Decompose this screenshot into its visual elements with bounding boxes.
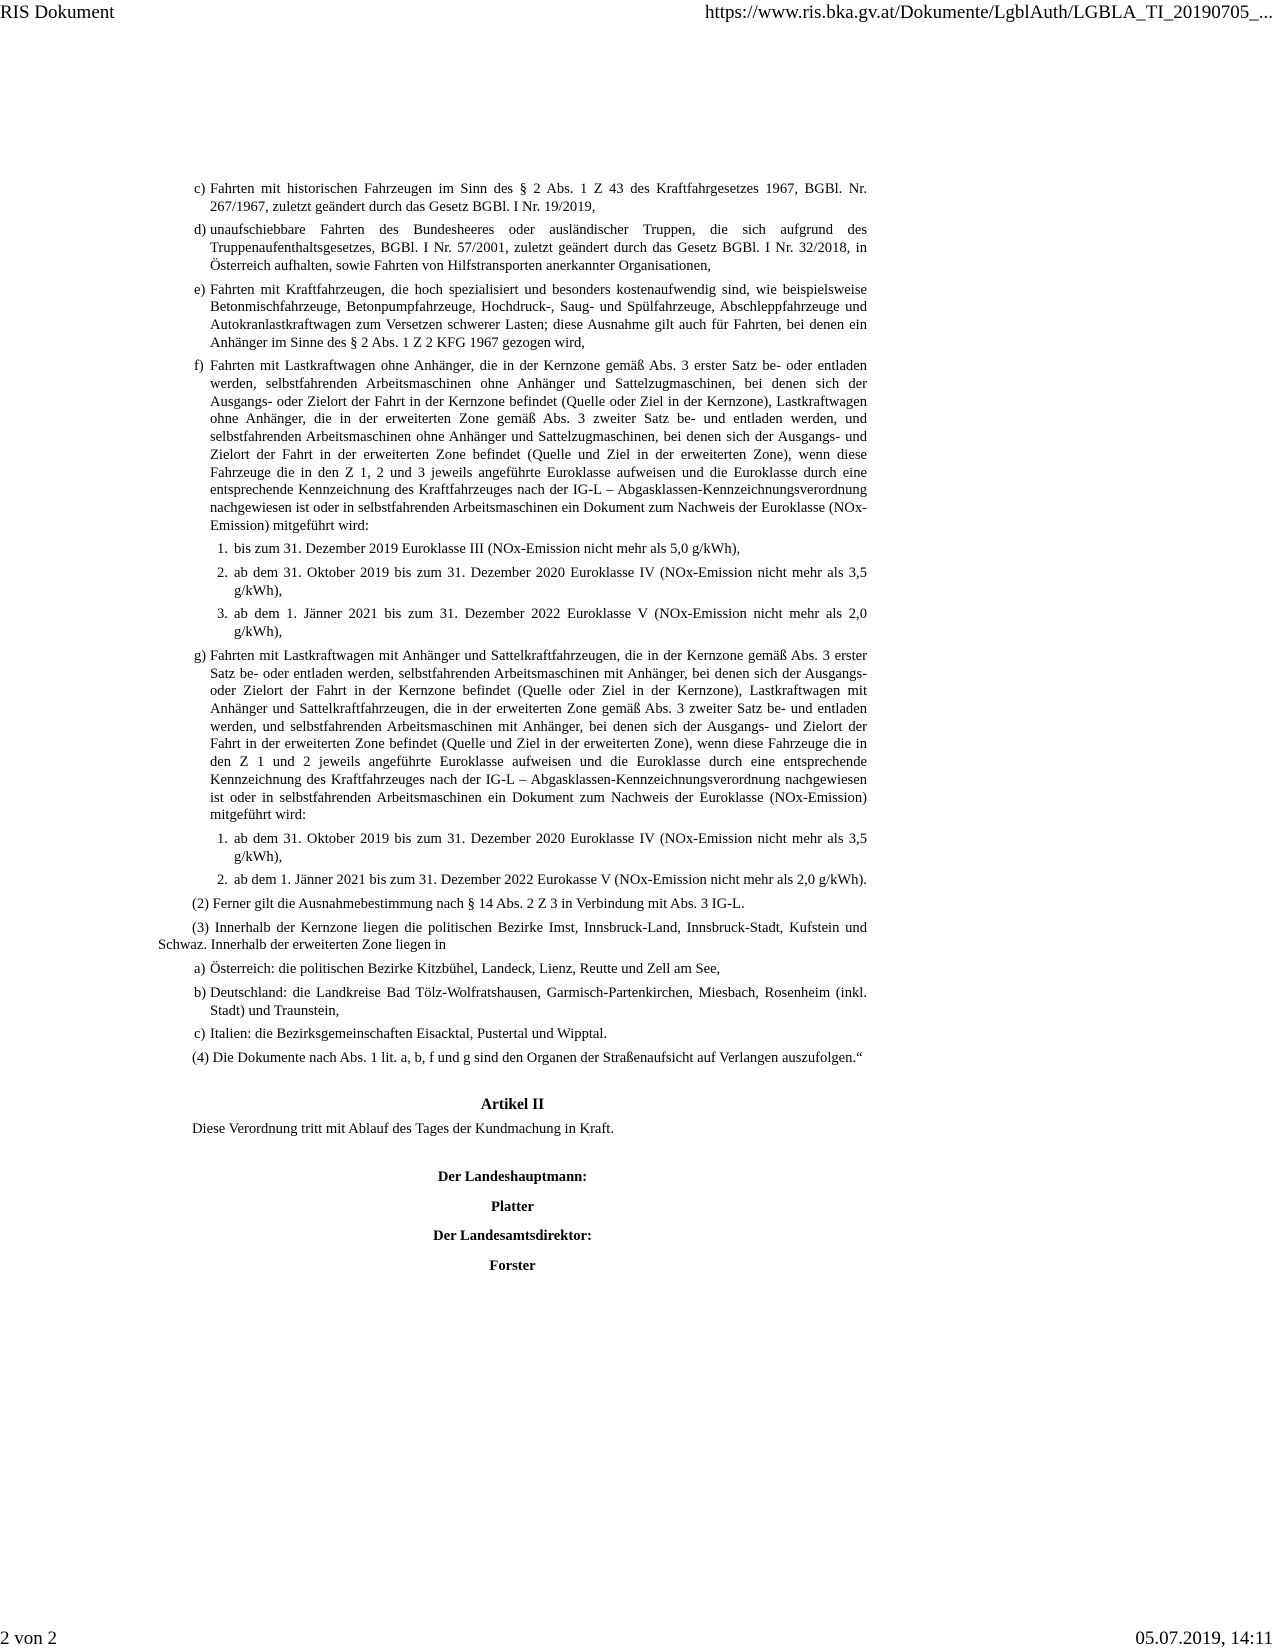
page-header-url: https://www.ris.bka.gv.at/Dokumente/LgblAuth/LGBLA_TI_20190705_... (704, 2, 1273, 23)
page-footer-datetime: 05.07.2019, 14:11 (1135, 1628, 1273, 1649)
sublist-item-f3 (158, 606, 867, 641)
sub-label: 1. (217, 541, 228, 558)
page-header-title: RIS Dokument (0, 2, 115, 23)
paragraph-4: (4) Die Dokumente nach Abs. 1 lit. a, b, f und g sind den Organen der Straßenaufsicht auf Verlangen auszufolgen.“ (192, 1049, 863, 1066)
item-text: Fahrten mit historischen Fahrzeugen im Sinn des § 2 Abs. 1 Z 43 des Kraftfahrgesetzes 1967, BGBl. Nr. 267/1967, zuletzt geändert durch das Gesetz BGBl. I Nr. 19/2019, (210, 181, 867, 215)
sub-text: bis zum 31. Dezember 2019 Euroklasse III (NOx-Emission nicht mehr als 5,0 g/kWh), (234, 541, 741, 558)
item-label: f) (194, 358, 204, 375)
item-text: Österreich: die politischen Bezirke Kitzbühel, Landeck, Lienz, Reutte und Zell am See, (210, 961, 721, 978)
signature-name-governor: Platter (491, 1198, 534, 1215)
sub-text: ab dem 31. Oktober 2019 bis zum 31. Dezember 2020 Euroklasse IV (NOx-Emission nicht mehr als 3,5 g/kWh), (234, 830, 867, 865)
signature-name-director: Forster (489, 1258, 536, 1275)
sublist-item-g1 (158, 831, 867, 866)
zone-item-c (158, 1026, 867, 1044)
article-heading: Artikel II (480, 1095, 545, 1113)
item-label: c) (194, 181, 206, 197)
list-item-e (158, 282, 867, 353)
item-label: e) (194, 281, 206, 298)
sublist-item-g2 (158, 872, 867, 890)
document-body (158, 181, 867, 1276)
signature-role-governor: Der Landeshauptmann: (437, 1169, 588, 1186)
item-text: Fahrten mit Lastkraftwagen mit Anhänger und Sattelkraftfahrzeugen, die in der Kernzone gemäß Abs. 3 erster Satz be- oder entladen werden, selbstfahrenden Arbeitsmaschinen mit Anhänger, bei denen sich der Ausgangs- oder Zielort der Fahrt in der Kernzone befindet (Quelle oder Ziel in der Kernzone), Lastkraftwagen mit Anhänger und Sattelkraftfahrzeugen, die in der erweiterten Zone gemäß Abs. 3 zweiter Satz be- und entladen werden, und selbstfahrenden Arbeitsmaschinen mit Anhänger, bei denen sich der Ausgangs- und Zielort der Fahrt in der erweiterten Zone befindet (Quelle und Ziel in der erweiterten Zone), wenn diese Fahrzeuge die in den Z 1 und 2 jeweils angeführte Euroklasse aufweisen und die Euroklasse durch eine entsprechende Kennzeichnung des Kraftfahrzeuges nach der IG-L – Abgasklassen-Kennzeichnungsverordnung nachgewiesen ist oder in selbstfahrenden Arbeitsmaschinen ein Dokument zum Nachweis der Euroklasse (NOx-Emission) mitgeführt wird: (210, 647, 867, 824)
paragraph-2: (2) Ferner gilt die Ausnahmebestimmung nach § 14 Abs. 2 Z 3 in Verbindung mit Abs. 3 IG-L. (192, 896, 745, 913)
sub-text: ab dem 31. Oktober 2019 bis zum 31. Dezember 2020 Euroklasse IV (NOx-Emission nicht mehr als 3,5 g/kWh), (234, 565, 867, 599)
item-label: c) (194, 1026, 206, 1043)
item-label: a) (194, 961, 206, 978)
sublist-item-f1 (158, 541, 867, 559)
item-text: Deutschland: die Landkreise Bad Tölz-Wolfratshausen, Garmisch-Partenkirchen, Miesbach, Rosenheim (inkl. Stadt) und Traunstein, (210, 984, 867, 1019)
sub-label: 2. (217, 565, 228, 582)
list-item-c (158, 181, 867, 216)
sub-label: 2. (217, 872, 228, 889)
signature-role-director: Der Landesamtsdirektor: (433, 1228, 592, 1245)
article-text: Diese Verordnung tritt mit Ablauf des Tages der Kundmachung in Kraft. (192, 1121, 614, 1138)
zone-item-a (158, 961, 867, 979)
item-text: Italien: die Bezirksgemeinschaften Eisacktal, Pustertal und Wipptal. (210, 1026, 608, 1043)
sub-label: 1. (217, 830, 228, 847)
item-label: g) (194, 647, 207, 664)
item-label: d) (194, 222, 207, 239)
item-text: unaufschiebbare Fahrten des Bundesheeres oder ausländischer Truppen, die sich aufgrund des Truppenaufenthaltsgesetzes, BGBl. I Nr. 57/2001, zuletzt geändert durch das Gesetz BGBl. I Nr. 32/2018, in Österreich aufhalten, sowie Fahrten von Hilfstransporten anerkannter Organisationen, (210, 222, 867, 274)
item-text: Fahrten mit Lastkraftwagen ohne Anhänger, die in der Kernzone gemäß Abs. 3 erster Satz be- oder entladen werden, selbstfahrenden Arbeitsmaschinen ohne Anhänger und Sattelzugmaschinen, bei denen sich der Ausgangs- oder Zielort der Fahrt in der Kernzone befindet (Quelle oder Ziel in der Kernzone), Lastkraftwagen ohne Anhänger, die in der erweiterten Zone gemäß Abs. 3 zweiter Satz be- und entladen werden, und selbstfahrenden Arbeitsmaschinen ohne Anhänger und Sattelzugmaschinen, bei denen sich der Ausgangs- und Zielort der Fahrt in der erweiterten Zone befindet (Quelle und Ziel in der erweiterten Zone), wenn diese Fahrzeuge die in den Z 1, 2 und 3 jeweils angeführte Euroklasse aufweisen und die Euroklasse durch eine entsprechende Kennzeichnung des Kraftfahrzeuges nach der IG-L – Abgasklassen-Kennzeichnungsverordnung nachgewiesen ist oder in selbstfahrenden Arbeitsmaschinen ein Dokument zum Nachweis der Euroklasse (NOx-Emission) mitgeführt wird: (210, 358, 867, 534)
sublist-item-f2 (158, 565, 867, 600)
item-label: b) (194, 984, 207, 1001)
sub-text: ab dem 1. Jänner 2021 bis zum 31. Dezember 2022 Eurokasse V (NOx-Emission nicht mehr als 2,0 g/kWh). (234, 872, 867, 889)
sub-text: ab dem 1. Jänner 2021 bis zum 31. Dezember 2022 Euroklasse V (NOx-Emission nicht mehr als 2,0 g/kWh), (234, 606, 867, 641)
sub-label: 3. (217, 606, 228, 623)
paragraph-3: (3) Innerhalb der Kernzone liegen die politischen Bezirke Imst, Innsbruck-Land, Innsbruck-Stadt, Kufstein und Schwaz. Innerhalb der erweiterten Zone liegen in (158, 919, 867, 954)
list-item-f (158, 358, 867, 535)
item-text: Fahrten mit Kraftfahrzeugen, die hoch spezialisiert und besonders kostenaufwendig sind, wie beispielsweise Betonmischfahrzeuge, Betonpumpfahrzeuge, Hochdruck-, Saug- und Spülfahrzeuge, Abschleppfahrzeuge und Autokranlastkraftwagen zum Versetzen schwerer Lasten; diese Ausnahme gilt auch für Fahrten, bei denen ein Anhänger im Sinne des § 2 Abs. 1 Z 2 KFG 1967 gezogen wird, (210, 281, 867, 351)
list-item-d (158, 222, 867, 275)
zone-item-b (158, 985, 867, 1020)
page-footer-pagenum: 2 von 2 (0, 1628, 57, 1649)
list-item-g (158, 648, 867, 825)
